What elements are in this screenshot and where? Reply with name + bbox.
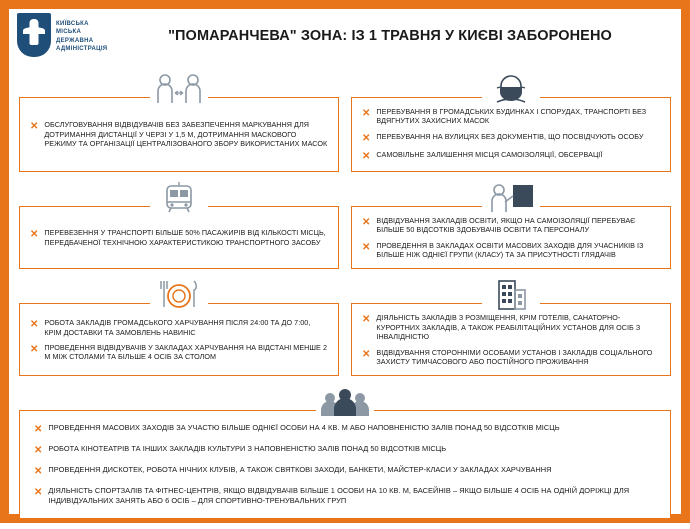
teacher-board-icon	[482, 180, 540, 214]
list-item	[30, 318, 328, 337]
list-item-text: ВІДВІДУВАННЯ СТОРОННІМИ ОСОБАМИ УСТАНОВ І ЗАКЛАДІВ СОЦІАЛЬНОГО ЗАХИСТУ ТИМЧАСОВОГО АБО ПОСТІЙНОГО ПРОЖИВАННЯ	[376, 347, 653, 367]
masked-person-icon	[482, 71, 540, 105]
cutlery-plate-icon	[150, 277, 208, 311]
list-item-text: ВІДВІДУВАННЯ ЗАКЛАДІВ ОСВІТИ, ЯКЩО НА САМОІЗОЛЯЦІЇ ПЕРЕБУВАЄ БІЛЬШЕ 50 ВІДСОТКІВ ЗДОБУВАЧІВ ОСВІТИ ТА ПЕРСОНАЛУ	[376, 215, 636, 235]
list-item-text: ПРОВЕДЕННЯ ВІДВІДУВАЧІВ У ЗАКЛАДАХ ХАРЧУВАННЯ НА ВІДСТАНІ МЕНШЕ 2 М МІЖ СТОЛАМИ ТА БІЛЬШЕ 4 ОСІБ ЗА СТОЛОМ	[44, 342, 327, 362]
list-item-text: ПЕРЕБУВАННЯ В ГРОМАДСЬКИХ БУДИНКАХ І СПОРУДАХ, ТРАНСПОРТІ БЕЗ ВДЯГНУТИХ ЗАХИСНИХ МАСОК	[376, 107, 647, 126]
cross-icon: ✕	[362, 132, 371, 144]
list-item-text: РОБОТА ЗАКЛАДІВ ГРОМАДСЬКОГО ХАРЧУВАННЯ ПІСЛЯ 24:00 ТА ДО 7:00, КРІМ ДОСТАВКИ ТА ЗАМОВЛЕНЬ НАВИНІС	[44, 318, 311, 337]
cross-icon: ✕	[34, 424, 43, 436]
list-item	[362, 132, 660, 144]
list-item	[30, 228, 328, 247]
card-masks-documents	[351, 97, 671, 172]
cross-icon: ✕	[362, 348, 371, 360]
coat-of-arms-icon	[17, 13, 51, 57]
logo-line-2: МІСЬКА	[56, 29, 82, 35]
cross-icon: ✕	[362, 314, 371, 326]
list-item-text: ПЕРЕВЕЗЕННЯ У ТРАНСПОРТІ БІЛЬШЕ 50% ПАСАЖИРІВ ВІД КІЛЬКОСТІ МІСЦЬ, ПЕРЕДБАЧЕНОЇ ТЕХНІЧНОЮ ХАРАКТЕРИСТИКОЮ ТРАНСПОРТНОГО ЗАСОБУ	[44, 228, 326, 247]
list-item-text: ПЕРЕБУВАННЯ НА ВУЛИЦЯХ БЕЗ ДОКУМЕНТІВ, ЩО ПОСВІДЧУЮТЬ ОСОБУ	[376, 131, 644, 141]
cross-icon: ✕	[30, 319, 39, 331]
list-item	[362, 241, 660, 260]
card-row-3	[19, 303, 671, 376]
tram-icon	[150, 180, 208, 214]
cross-icon: ✕	[362, 108, 371, 119]
list-item-text: РОБОТА КІНОТЕАТРІВ ТА ІНШИХ ЗАКЛАДІВ КУЛЬТУРИ З НАПОВНЕНІСТЮ ЗАЛІВ ПОНАД 50 ВІДСОТКІВ МІСЦЬ	[48, 444, 447, 454]
list-item-text: ПРОВЕДЕННЯ В ЗАКЛАДАХ ОСВІТИ МАСОВИХ ЗАХОДІВ ДЛЯ УЧАСНИКІВ ІЗ БІЛЬШЕ НІЖ ОДНІЄЇ ГРУПИ (КЛАСУ) ТА ЗА ПРИСУТНОСТІ ГЛЯДАЧІВ	[376, 240, 644, 260]
card-education	[351, 206, 671, 270]
buildings-icon	[482, 277, 540, 311]
cross-icon: ✕	[362, 241, 371, 253]
card-transport-capacity	[19, 206, 339, 270]
logo-line-4: АДМІНІСТРАЦІЯ	[56, 46, 108, 52]
list-item-text: САМОВІЛЬНЕ ЗАЛИШЕННЯ МІСЦЯ САМОІЗОЛЯЦІЇ, ОБСЕРВАЦІЇ	[376, 149, 603, 159]
list-item	[362, 150, 660, 162]
poster-body	[9, 97, 681, 529]
logo-text	[56, 17, 107, 54]
list-item-text: ПРОВЕДЕННЯ ДИСКОТЕК, РОБОТА НІЧНИХ КЛУБІВ, А ТАКОЖ СВЯТКОВІ ЗАХОДИ, БАНКЕТИ, МАЙСТЕР-КЛАСИ У ЗАКЛАДАХ ХАРЧУВАННЯ	[48, 465, 552, 475]
list-item-text: ОБСЛУГОВУВАННЯ ВІДВІДУВАЧІВ БЕЗ ЗАБЕЗПЕЧЕННЯ МАРКУВАННЯ ДЛЯ ДОТРИМАННЯ ДИСТАНЦІЇ У ЧЕРЗІ У 1,5 М, ДОТРИМАННЯ МАСКОВОГО РЕЖИМУ ТА ОРГАНІЗАЦІЇ ЦЕНТРАЛІЗОВАНОГО ЗБОРУ ВИКОРИСТАНИХ МАСОК	[44, 120, 328, 149]
cross-icon: ✕	[362, 150, 371, 162]
card-row-1	[19, 97, 671, 172]
list-item-text: ПРОВЕДЕННЯ МАСОВИХ ЗАХОДІВ ЗА УЧАСТЮ БІЛЬШЕ ОДНІЄЇ ОСОБИ НА 4 КВ. М АБО НАПОВНЕНІСТЮ ЗАЛІВ ПОНАД 50 ВІДСОТКІВ МІСЦЬ	[48, 423, 560, 433]
list-item	[34, 486, 656, 505]
card-service-distance	[19, 97, 339, 172]
list-item-text: ДІЯЛЬНІСТЬ СПОРТЗАЛІВ ТА ФІТНЕС-ЦЕНТРІВ, ЯКЩО ВІДВІДУВАЧІВ БІЛЬШЕ 1 ОСОБИ НА 10 КВ. М, БАСЕЙНІВ – ЯКЩО БІЛЬШЕ 4 ОСІБ НА ОДНІЙ ДОРІЖЦІ ДЛЯ ІНДИВІДУАЛЬНИХ ЗАНЯТЬ АБО 6 ОСІБ – ДЛЯ СПОРТИВНО-ТРЕНУВАЛЬНИХ ГРУП	[48, 486, 630, 506]
list-item	[34, 444, 656, 456]
list-item	[34, 465, 656, 477]
list-item	[30, 120, 328, 148]
cross-icon: ✕	[30, 343, 39, 355]
list-item	[362, 216, 660, 235]
list-item	[30, 343, 328, 362]
card-accommodation	[351, 303, 671, 376]
list-item-text: ДІЯЛЬНІСТЬ ЗАКЛАДІВ З РОЗМІЩЕННЯ, КРІМ ГОТЕЛІВ, САНАТОРНО-КУРОРТНИХ ЗАКЛАДІВ, А ТАКОЖ РЕАБІЛІТАЦІЙНИХ УСТАНОВ ДЛЯ ОСІБ З ІНВАЛІДНІСТЮ	[376, 313, 641, 342]
logo-line-1: КИЇВСЬКА	[56, 20, 89, 27]
kyiv-city-administration-logo	[17, 13, 107, 57]
list-item	[362, 313, 660, 341]
cross-icon: ✕	[30, 121, 39, 133]
list-item	[362, 107, 660, 126]
cross-icon: ✕	[30, 229, 39, 241]
card-mass-events	[19, 410, 671, 518]
list-item	[362, 348, 660, 367]
crowd-icon	[316, 384, 374, 418]
cross-icon: ✕	[34, 487, 43, 499]
poster-header	[9, 9, 681, 63]
page-title: "ПОМАРАНЧЕВА" ЗОНА: ІЗ 1 ТРАВНЯ У КИЄВІ ЗАБОРОНЕНО	[168, 28, 612, 44]
card-row-2	[19, 206, 671, 270]
list-item	[34, 423, 656, 435]
logo-line-3: ДЕРЖАВНА	[56, 37, 94, 44]
cross-icon: ✕	[34, 466, 43, 478]
cross-icon: ✕	[34, 445, 43, 457]
people-distance-icon	[150, 71, 208, 105]
cross-icon: ✕	[362, 216, 371, 228]
card-catering	[19, 303, 339, 376]
